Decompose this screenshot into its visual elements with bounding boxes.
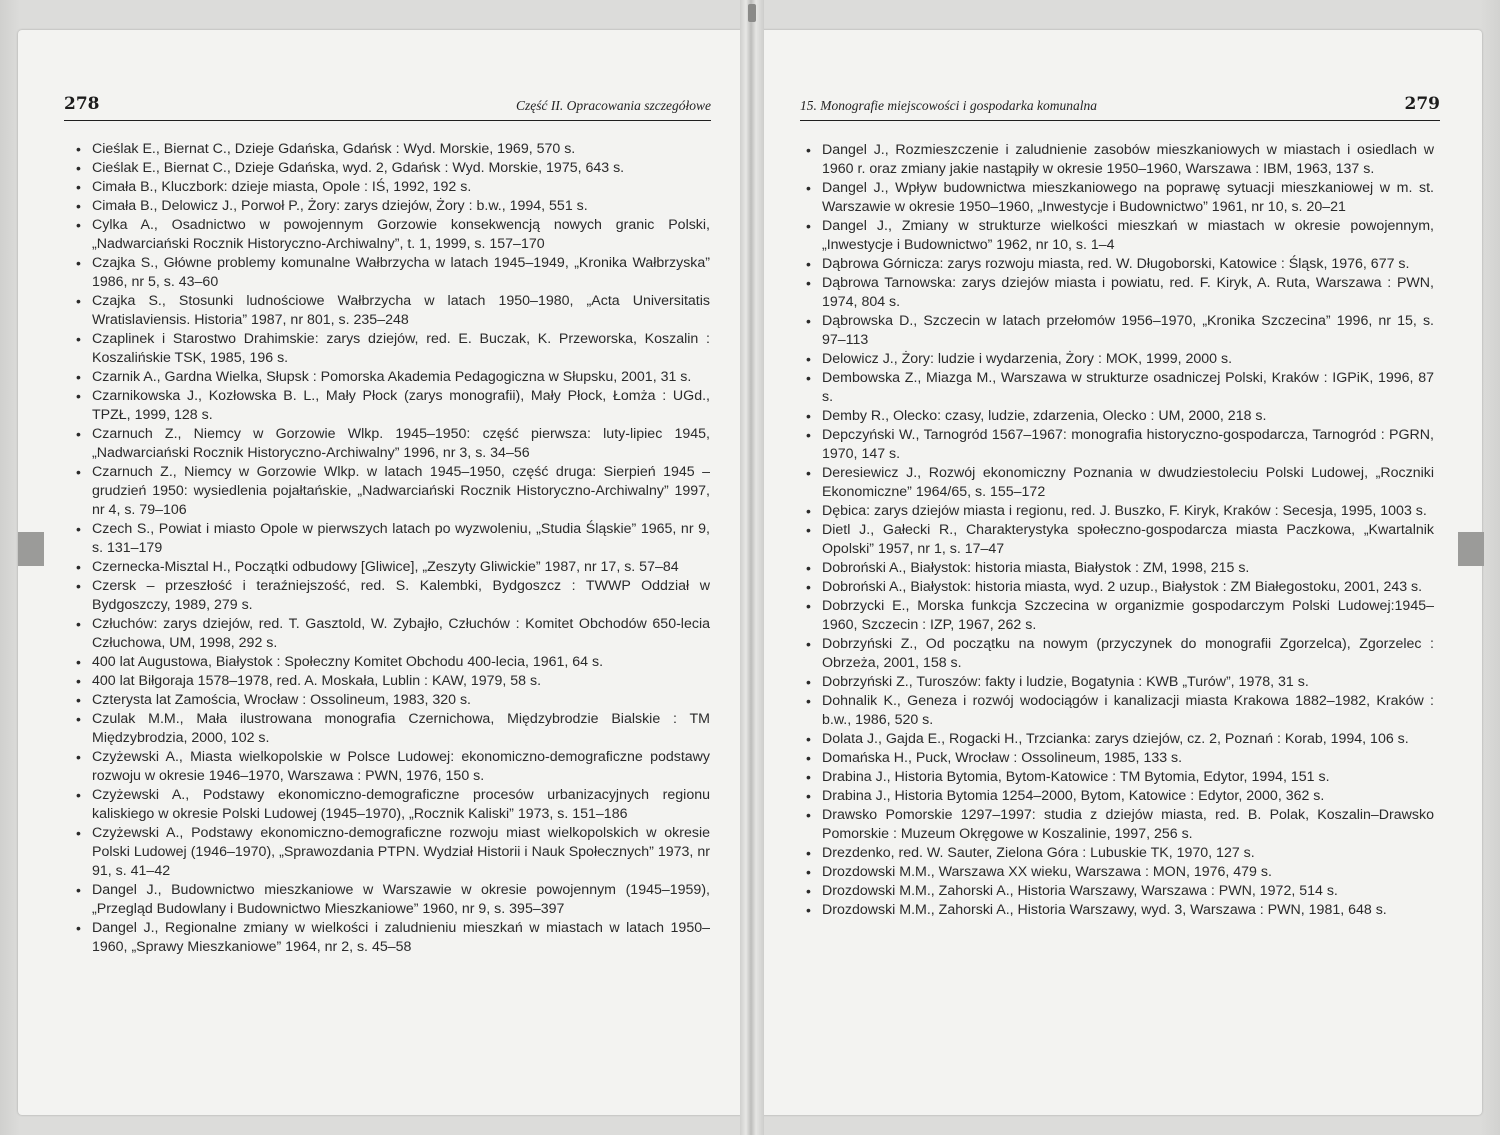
list-item: • Delowicz J., Żory: ludzie i wydarzenia, Żory : MOK, 1999, 2000 s. [804, 350, 1434, 369]
list-item: • Czyżewski A., Miasta wielkopolskie w Polsce Ludowej: ekonomiczno-demograficzne podstawy rozwoju w okresie 1946–1970, Warszawa : PWN, 1976, 150 s. [74, 748, 710, 786]
left-page [18, 30, 745, 1115]
left-page-header [64, 94, 711, 121]
list-item: • Drabina J., Historia Bytomia, Bytom-Katowice : TM Bytomia, Edytor, 1994, 151 s. [804, 768, 1434, 787]
list-item: • 400 lat Augustowa, Białystok : Społeczny Komitet Obchodu 400-lecia, 1961, 64 s. [74, 653, 710, 672]
right-page-number: 279 [1404, 94, 1440, 114]
list-item: • Dobrzyński Z., Od początku na nowym (przyczynek do monografii Zgorzelca), Zgorzelec : Obrzeża, 2001, 158 s. [804, 635, 1434, 673]
right-page-header [800, 94, 1440, 121]
list-item: • Czarnuch Z., Niemcy w Gorzowie Wlkp. 1945–1950: część pierwsza: luty-lipiec 1945, „Nadwarciański Rocznik Historyczno-Archiwalny” 1996, nr 3, s. 34–56 [74, 425, 710, 463]
list-item: • Dangel J., Wpływ budownictwa mieszkaniowego na poprawę sytuacji mieszkaniowej w m. st. Warszawie w okresie 1950–1960, „Inwestycje i Budownictwo” 1961, nr 10, s. 20–21 [804, 179, 1434, 217]
left-running-head: Część II. Opracowania szczegółowe [516, 98, 711, 113]
list-item: • Czterysta lat Zamościa, Wrocław : Ossolineum, 1983, 320 s. [74, 691, 710, 710]
list-item: • Czarnik A., Gardna Wielka, Słupsk : Pomorska Akademia Pedagogiczna w Słupsku, 2001, 31 s. [74, 368, 710, 387]
list-item: • Czarnikowska J., Kozłowska B. L., Mały Płock (zarys monografii), Mały Płock, Łomża : UGd., TPZŁ, 1999, 128 s. [74, 387, 710, 425]
list-item: • Dąbrowa Tarnowska: zarys dziejów miasta i powiatu, red. F. Kiryk, A. Ruta, Warszawa : PWN, 1974, 804 s. [804, 274, 1434, 312]
list-item: • Drozdowski M.M., Warszawa XX wieku, Warszawa : MON, 1976, 479 s. [804, 863, 1434, 882]
list-item: • Czyżewski A., Podstawy ekonomiczno-demograficzne rozwoju miast wielkopolskich w okresie Polski Ludowej (1946–1970), „Sprawozdania PTPN. Wydział Historii i Nauk Społecznych” 1973, nr 91, s. 41–42 [74, 824, 710, 881]
list-item: • Człuchów: zarys dziejów, red. T. Gasztold, W. Zybajło, Człuchów : Komitet Obchodów 650-lecia Człuchowa, UM, 1998, 292 s. [74, 615, 710, 653]
list-item: • 400 lat Biłgoraja 1578–1978, red. A. Moskała, Lublin : KAW, 1979, 58 s. [74, 672, 710, 691]
list-item: • Dąbrowska D., Szczecin w latach przełomów 1956–1970, „Kronika Szczecina” 1996, nr 15, s. 97–113 [804, 312, 1434, 350]
list-item: • Cimała B., Delowicz J., Porwoł P., Żory: zarys dziejów, Żory : b.w., 1994, 551 s. [74, 197, 710, 216]
list-item: • Czaplinek i Starostwo Drahimskie: zarys dziejów, red. E. Buczak, K. Przeworska, Koszalin : Koszalińskie TSK, 1985, 196 s. [74, 330, 710, 368]
list-item: • Czarnuch Z., Niemcy w Gorzowie Wlkp. w latach 1945–1950, część druga: Sierpień 1945 – grudzień 1950: wysiedlenia pojałtańskie, „Nadwarciański Rocznik Historyczno-Archiwalny” 1997, nr 4, s. 79–106 [74, 463, 710, 520]
list-item: • Czersk – przeszłość i teraźniejszość, red. S. Kalembki, Bydgoszcz : TWWP Oddział w Bydgoszczy, 1989, 279 s. [74, 577, 710, 615]
list-item: • Dembowska Z., Miazga M., Warszawa w strukturze osadniczej Polski, Kraków : IGPiK, 1996, 87 s. [804, 369, 1434, 407]
left-page-number: 278 [64, 94, 100, 114]
left-bibliography-list [74, 140, 710, 957]
right-bibliography-list [804, 141, 1434, 920]
binding-clip [748, 4, 756, 22]
list-item: • Cieślak E., Biernat C., Dzieje Gdańska, wyd. 2, Gdańsk : Wyd. Morskie, 1975, 643 s. [74, 159, 710, 178]
list-item: • Dobrzyński Z., Turoszów: fakty i ludzie, Bogatynia : KWB „Turów”, 1978, 31 s. [804, 673, 1434, 692]
list-item: • Demby R., Olecko: czasy, ludzie, zdarzenia, Olecko : UM, 2000, 218 s. [804, 407, 1434, 426]
list-item: • Dolata J., Gajda E., Rogacki H., Trzcianka: zarys dziejów, cz. 2, Poznań : Korab, 1994, 106 s. [804, 730, 1434, 749]
list-item: • Domańska H., Puck, Wrocław : Ossolineum, 1985, 133 s. [804, 749, 1434, 768]
list-item: • Drezdenko, red. W. Sauter, Zielona Góra : Lubuskie TK, 1970, 127 s. [804, 844, 1434, 863]
list-item: • Czech S., Powiat i miasto Opole w pierwszych latach po wyzwoleniu, „Studia Śląskie” 1965, nr 9, s. 131–179 [74, 520, 710, 558]
list-item: • Dobrzycki E., Morska funkcja Szczecina w organizmie gospodarczym Polski Ludowej:1945–1960, Szczecin : IZP, 1967, 262 s. [804, 597, 1434, 635]
list-item: • Cieślak E., Biernat C., Dzieje Gdańska, Gdańsk : Wyd. Morskie, 1969, 570 s. [74, 140, 710, 159]
list-item: • Dangel J., Budownictwo mieszkaniowe w Warszawie w okresie powojennym (1945–1959), „Przegląd Budowlany i Budownictwo Mieszkaniowe” 1960, nr 9, s. 395–397 [74, 881, 710, 919]
list-item: • Dietl J., Gałecki R., Charakterystyka społeczno-gospodarcza miasta Paczkowa, „Kwartalnik Opolski” 1957, nr 1, s. 17–47 [804, 521, 1434, 559]
list-item: • Czajka S., Główne problemy komunalne Wałbrzycha w latach 1945–1949, „Kronika Wałbrzyska” 1986, nr 5, s. 43–60 [74, 254, 710, 292]
list-item: • Dangel J., Rozmieszczenie i zaludnienie zasobów mieszkaniowych w miastach i osiedlach w 1960 r. oraz zmiany jakie nastąpiły w okresie 1950–1960, Warszawa : IBM, 1963, 137 s. [804, 141, 1434, 179]
right-running-head: 15. Monografie miejscowości i gospodarka komunalna [800, 98, 1097, 113]
list-item: • Cylka A., Osadnictwo w powojennym Gorzowie konsekwencją nowych granic Polski, „Nadwarciański Rocznik Historyczno-Archiwalny”, t. 1, 1999, s. 157–170 [74, 216, 710, 254]
list-item: • Cimała B., Kluczbork: dzieje miasta, Opole : IŚ, 1992, 192 s. [74, 178, 710, 197]
left-thumb-index-tab [18, 532, 44, 566]
list-item: • Depczyński W., Tarnogród 1567–1967: monografia historyczno-gospodarcza, Tarnogród : PGRN, 1970, 147 s. [804, 426, 1434, 464]
list-item: • Dobroński A., Białystok: historia miasta, wyd. 2 uzup., Białystok : ZM Białegostoku, 2001, 243 s. [804, 578, 1434, 597]
list-item: • Dębica: zarys dziejów miasta i regionu, red. J. Buszko, F. Kiryk, Kraków : Secesja, 1995, 1003 s. [804, 502, 1434, 521]
list-item: • Drozdowski M.M., Zahorski A., Historia Warszawy, Warszawa : PWN, 1972, 514 s. [804, 882, 1434, 901]
list-item: • Czernecka-Misztal H., Początki odbudowy [Gliwice], „Zeszyty Gliwickie” 1987, nr 17, s. 57–84 [74, 558, 710, 577]
right-page [760, 30, 1482, 1115]
list-item: • Czulak M.M., Mała ilustrowana monografia Czernichowa, Międzybrodzie Bialskie : TM Międzybrodzia, 2000, 102 s. [74, 710, 710, 748]
list-item: • Drozdowski M.M., Zahorski A., Historia Warszawy, wyd. 3, Warszawa : PWN, 1981, 648 s. [804, 901, 1434, 920]
list-item: • Czyżewski A., Podstawy ekonomiczno-demograficzne procesów urbanizacyjnych regionu kaliskiego w okresie Polski Ludowej (1945–1970), „Rocznik Kaliski” 1973, s. 151–186 [74, 786, 710, 824]
list-item: • Dobroński A., Białystok: historia miasta, Białystok : ZM, 1998, 215 s. [804, 559, 1434, 578]
book-spine [740, 0, 764, 1135]
right-thumb-index-tab [1458, 532, 1484, 566]
list-item: • Drawsko Pomorskie 1297–1997: studia z dziejów miasta, red. B. Polak, Koszalin–Drawsko Pomorskie : Muzeum Okręgowe w Koszalinie, 1997, 256 s. [804, 806, 1434, 844]
list-item: • Dangel J., Regionalne zmiany w wielkości i zaludnieniu mieszkań w miastach w latach 1950–1960, „Sprawy Mieszkaniowe” 1964, nr 2, s. 45–58 [74, 919, 710, 957]
list-item: • Drabina J., Historia Bytomia 1254–2000, Bytom, Katowice : Edytor, 2000, 362 s. [804, 787, 1434, 806]
list-item: • Dohnalik K., Geneza i rozwój wodociągów i kanalizacji miasta Krakowa 1882–1982, Kraków : b.w., 1986, 520 s. [804, 692, 1434, 730]
list-item: • Deresiewicz J., Rozwój ekonomiczny Poznania w dwudziestoleciu Polski Ludowej, „Roczniki Ekonomiczne” 1964/65, s. 155–172 [804, 464, 1434, 502]
list-item: • Dąbrowa Górnicza: zarys rozwoju miasta, red. W. Długoborski, Katowice : Śląsk, 1976, 677 s. [804, 255, 1434, 274]
list-item: • Czajka S., Stosunki ludnościowe Wałbrzycha w latach 1950–1980, „Acta Universitatis Wratislaviensis. Historia” 1987, nr 801, s. 235–248 [74, 292, 710, 330]
list-item: • Dangel J., Zmiany w strukturze wielkości mieszkań w miastach w okresie powojennym, „Inwestycje i Budownictwo” 1962, nr 10, s. 1–4 [804, 217, 1434, 255]
